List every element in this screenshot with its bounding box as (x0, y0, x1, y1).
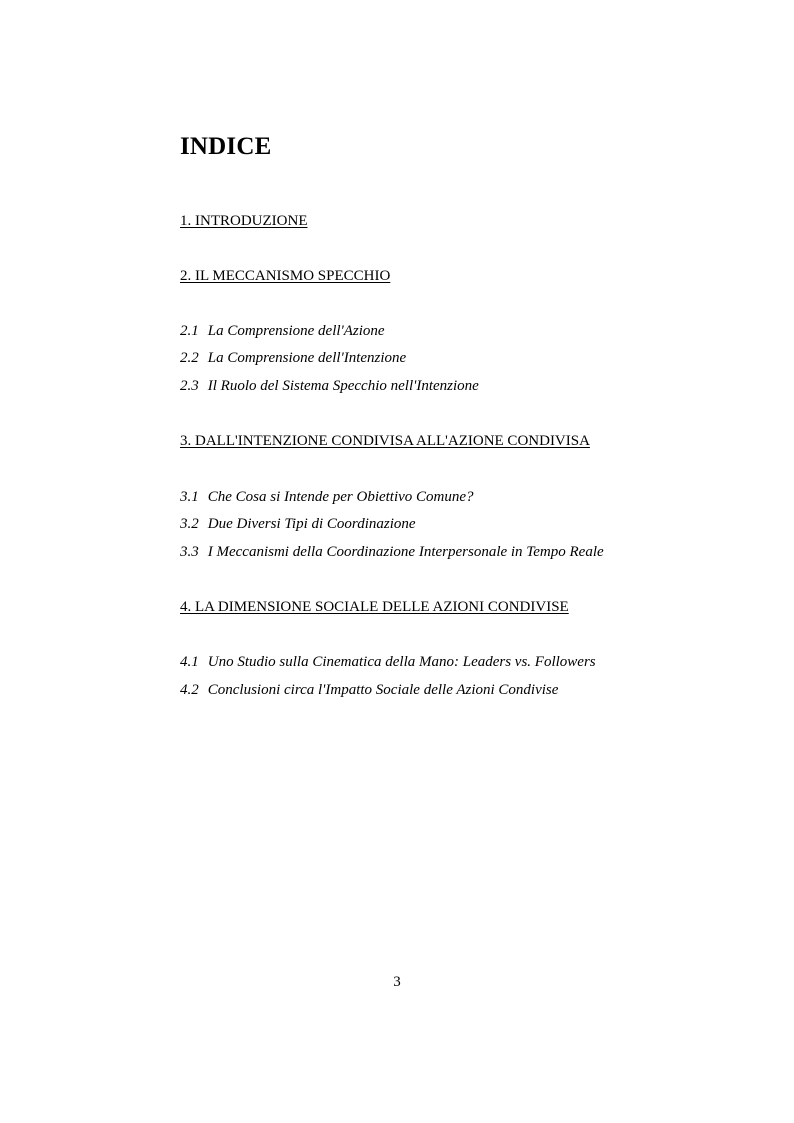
section-title: Che Cosa si Intende per Obiettivo Comune? (207, 489, 474, 505)
page-number: 3 (393, 974, 401, 990)
toc-section-2-1[interactable] (180, 322, 385, 340)
toc-section-3-2[interactable] (180, 515, 416, 533)
toc-chapter-4[interactable]: 4. LA DIMENSIONE SOCIALE DELLE AZIONI CONDIVISE (180, 599, 569, 615)
toc-section-4-1[interactable] (180, 653, 596, 671)
section-number: 2.3 (180, 378, 199, 394)
toc-section-2-3[interactable] (180, 377, 479, 395)
section-title: Conclusioni circa l'Impatto Sociale delle Azioni Condivise (207, 682, 559, 698)
section-title: Il Ruolo del Sistema Specchio nell'Intenzione (207, 378, 479, 394)
section-title: La Comprensione dell'Intenzione (207, 350, 407, 366)
section-number: 4.1 (180, 654, 199, 670)
toc-section-3-1[interactable] (180, 488, 474, 506)
toc-section-3-3[interactable] (180, 543, 604, 561)
section-title: La Comprensione dell'Azione (207, 323, 385, 339)
section-number: 3.3 (180, 544, 199, 560)
toc-chapter-3[interactable]: 3. DALL'INTENZIONE CONDIVISA ALL'AZIONE CONDIVISA (180, 433, 590, 449)
section-number: 2.2 (180, 350, 199, 366)
section-number: 3.2 (180, 516, 199, 532)
toc-section-2-2[interactable] (180, 349, 406, 367)
section-number: 3.1 (180, 489, 199, 505)
toc-chapter-2[interactable]: 2. IL MECCANISMO SPECCHIO (180, 268, 391, 284)
toc-chapter-1[interactable]: 1. INTRODUZIONE (180, 213, 308, 229)
section-number: 2.1 (180, 323, 199, 339)
section-title: Due Diversi Tipi di Coordinazione (207, 516, 416, 532)
section-title: I Meccanismi della Coordinazione Interpersonale in Tempo Reale (207, 544, 604, 560)
section-title: Uno Studio sulla Cinematica della Mano: Leaders vs. Followers (207, 654, 596, 670)
section-number: 4.2 (180, 682, 199, 698)
toc-section-4-2[interactable] (180, 681, 558, 699)
page-title: INDICE (180, 133, 272, 160)
